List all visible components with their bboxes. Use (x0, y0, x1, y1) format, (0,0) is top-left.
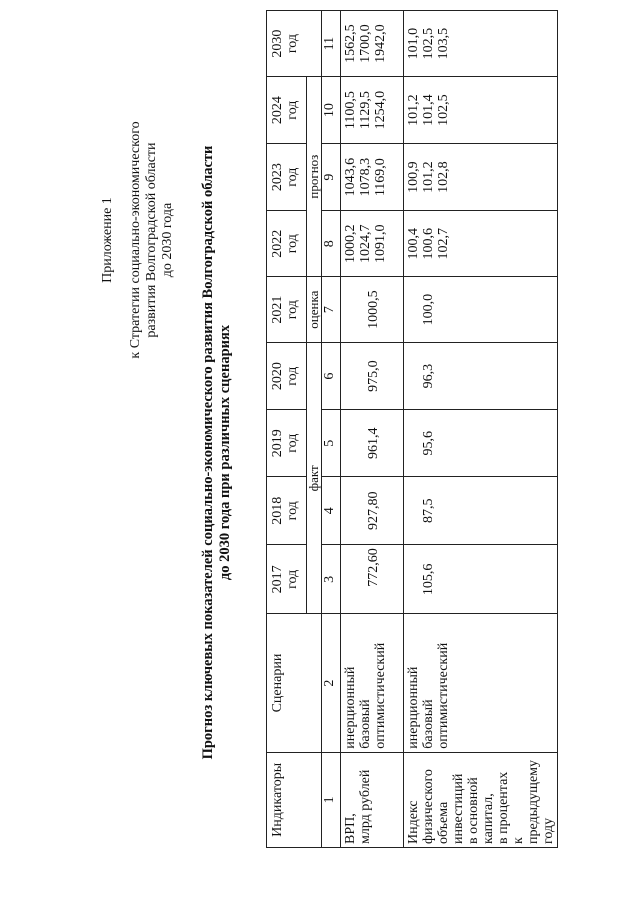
value-cell: 100,4 100,6 102,7 (404, 211, 558, 277)
value-cell: 1000,2 1024,7 1091,0 (341, 211, 404, 277)
header-year: 2023 год (267, 144, 307, 211)
value-cell: 961,4 (341, 410, 404, 477)
header-year: 2024 год (267, 77, 307, 144)
header-year: 2020 год (267, 343, 307, 410)
value-cell: 95,6 (404, 410, 558, 477)
title-line: Прогноз ключевых показателей социально-экономического развития Волгоградской области (200, 145, 216, 760)
header-estimate: оценка (307, 277, 322, 343)
table-row (341, 11, 404, 848)
column-number: 4 (322, 477, 341, 545)
column-number: 1 (322, 752, 341, 847)
header-year: 2017 год (267, 545, 307, 614)
indicator-cell: ВРП, млрд рублей (341, 752, 404, 847)
header-fact: факт (307, 343, 322, 614)
value-cell: 101,2 101,4 102,5 (404, 77, 558, 144)
scenario-cell: инерционный базовый оптимистический (404, 614, 558, 752)
indicator-cell: Индекс физического объема инвестиций в основной капитал, в процентах к предыдущему году (404, 752, 558, 847)
value-cell: 1562,5 1700,0 1942,0 (341, 11, 404, 77)
column-number: 11 (322, 11, 341, 77)
value-cell: 96,3 (404, 343, 558, 410)
column-number: 9 (322, 144, 341, 211)
appendix-ref-line: к Стратегии социально-экономического (128, 121, 143, 359)
column-number-row (322, 11, 341, 848)
value-cell: 87,5 (404, 477, 558, 545)
header-indicators: Индикаторы (267, 752, 322, 847)
header-year: 2019 год (267, 410, 307, 477)
header-scenarios: Сценарии (267, 614, 322, 752)
value-cell: 1043,6 1078,3 1169,0 (341, 144, 404, 211)
appendix-number: Приложение 1 (100, 197, 115, 283)
table-row (404, 11, 558, 848)
column-number: 6 (322, 343, 341, 410)
column-number: 2 (322, 614, 341, 752)
scenario-cell: инерционный базовый оптимистический (341, 614, 404, 752)
column-number: 8 (322, 211, 341, 277)
forecast-table (266, 10, 558, 848)
column-number: 3 (322, 545, 341, 614)
value-cell: 1000,5 (341, 277, 404, 343)
column-number: 10 (322, 77, 341, 144)
header-year: 2021 год (267, 277, 307, 343)
value-cell: 101,0 102,5 103,5 (404, 11, 558, 77)
title-line: до 2030 года при различных сценариях (217, 324, 233, 581)
header-forecast: прогноз (307, 77, 322, 277)
value-cell: 1100,5 1129,5 1254,0 (341, 77, 404, 144)
value-cell: 975,0 (341, 343, 404, 410)
appendix-ref-line: до 2030 года (160, 202, 175, 278)
appendix-ref-line: развития Волгоградской области (144, 142, 159, 338)
value-cell: 927,80 (341, 477, 404, 545)
header-year: 2018 год (267, 477, 307, 545)
document-title (200, 0, 234, 905)
value-cell: 772,60 (341, 545, 404, 614)
header-row (267, 11, 307, 848)
column-number: 5 (322, 410, 341, 477)
appendix-header (100, 90, 176, 390)
column-number: 7 (322, 277, 341, 343)
value-cell: 100,9 101,2 102,8 (404, 144, 558, 211)
value-cell: 105,6 (404, 545, 558, 614)
header-year: 2030 год (267, 11, 322, 77)
value-cell: 100,0 (404, 277, 558, 343)
header-year: 2022 год (267, 211, 307, 277)
